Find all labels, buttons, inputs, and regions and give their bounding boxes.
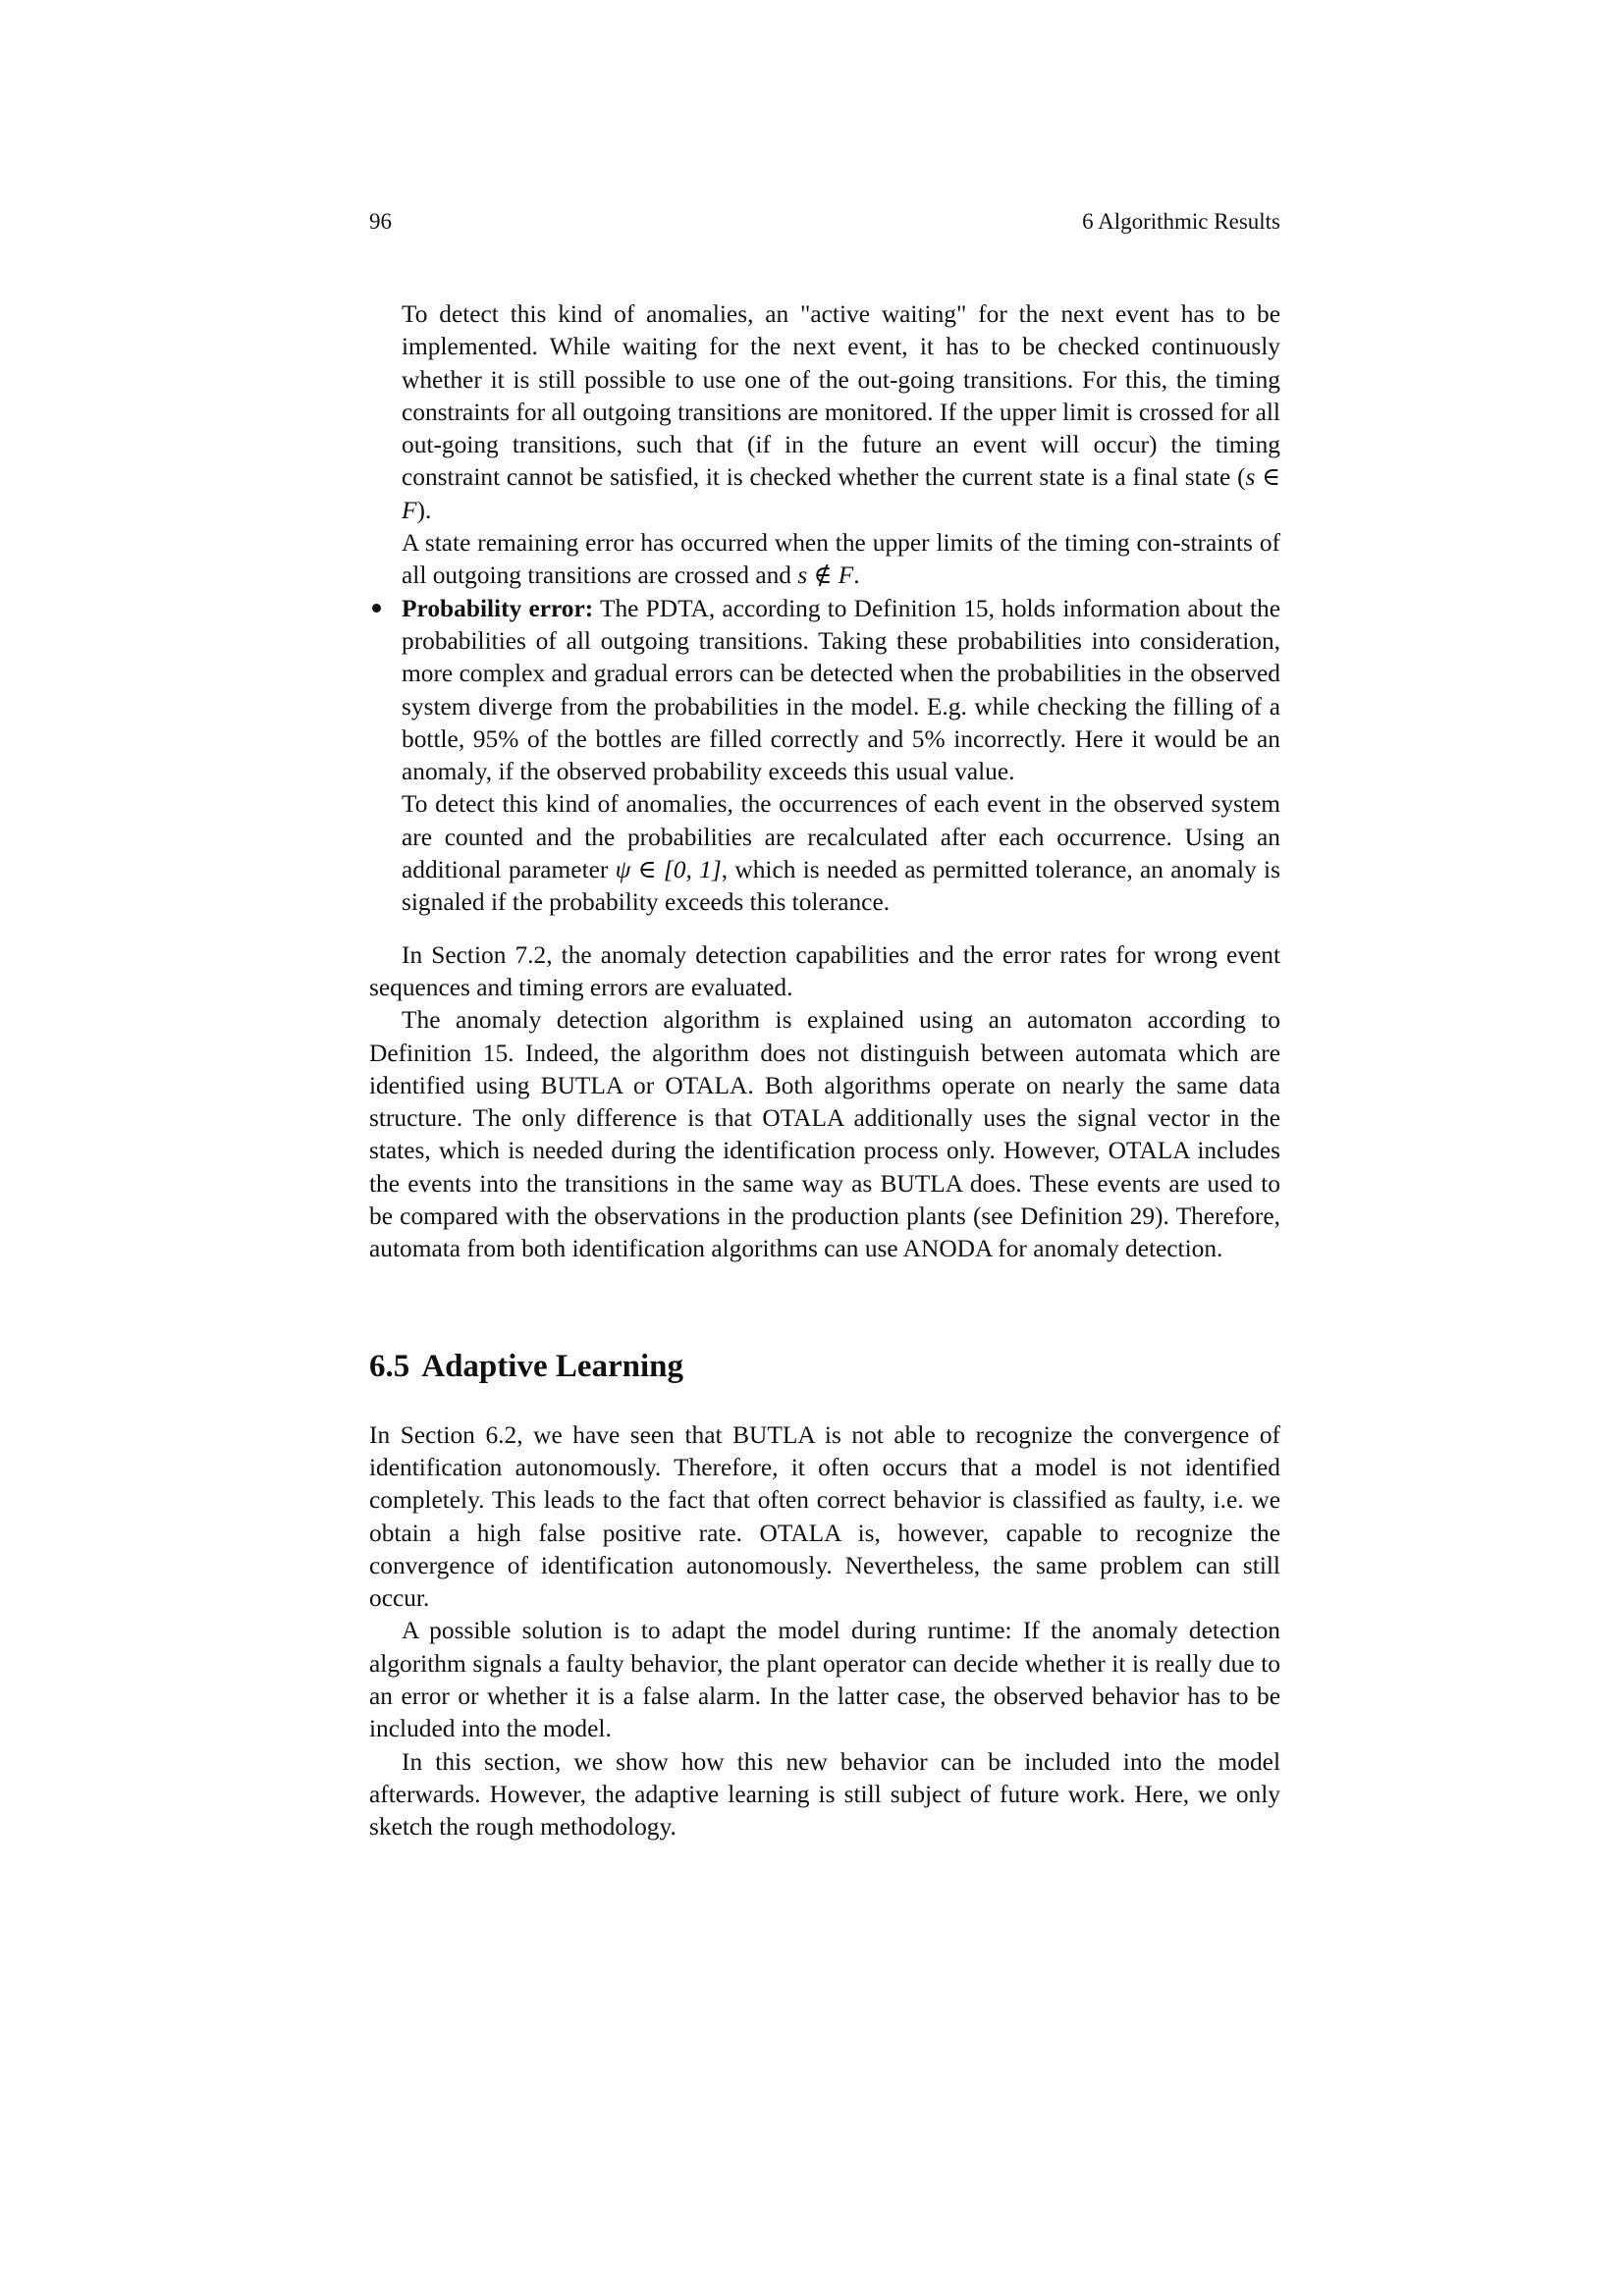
text-run: . (853, 561, 860, 590)
text-run: To detect this kind of anomalies, an "active waiting" for the next event has to be implemented. While waiting for the next event, it has to be checked continuously whether it is still possible to use one of the out-going transitions. For this, the timing constraints for all outgoing transitions are monitored. If the upper limit is crossed for all out-going transitions, such that (if in the future an event will occur) the timing constraint cannot be satisfied, it is checked whether the current state is a final state ( (402, 300, 1280, 492)
list-item-continuation (369, 298, 1280, 593)
paragraph: A possible solution is to adapt the model during runtime: If the anomaly detection algorithm signals a faulty behavior, the plant operator can decide whether it is really due to an error or whether it is a false alarm. In the latter case, the observed behavior has to be included into the model. (369, 1617, 1280, 1743)
section-title: Adaptive Learning (421, 1348, 684, 1384)
paragraph: In Section 6.2, we have seen that BUTLA is not able to recognize the convergence of identification autonomously. Therefore, it often occurs that a model is not identified completely. This leads to the fact that often correct behavior is classified as faulty, i.e. we obtain a high false positive rate. OTALA is, however, capable to recognize the convergence of identification autonomously. Nevertheless, the same problem can still occur. (369, 1420, 1280, 1613)
list-paragraph (402, 593, 1280, 789)
paragraph: In this section, we show how this new behavior can be included into the model afterwards. However, the adaptive learning is still subject of future work. Here, we only sketch the rough methodology. (369, 1747, 1280, 1842)
section-heading (369, 1347, 1280, 1386)
list-item-label: Probability error: (402, 594, 594, 622)
paragraph: In Section 7.2, the anomaly detection capabilities and the error rates for wrong event sequences and timing errors are evaluated. (369, 940, 1280, 1001)
text-run: , which is needed as permitted tolerance, an anomaly is signaled if the probability exceeds this tolerance. (402, 856, 1280, 917)
text-run: To detect this kind of anomalies, the occurrences of each event in the observed system are counted and the probabilities are recalculated after each occurrence. Using an additional parameter (402, 790, 1280, 884)
math-inline: s ∉ F (797, 561, 854, 590)
page-number: 96 (369, 209, 392, 234)
section-number: 6.5 (369, 1348, 410, 1384)
paragraph: The anomaly detection algorithm is explained using an automaton according to Definition 15. Indeed, the algorithm does not distinguish between automata which are identified using BUTLA or OTALA. Both algorithms operate on nearly the same data structure. The only difference is that OTALA additionally uses the signal vector in the states, which is needed during the identification process only. However, OTALA includes the events into the transitions in the same way as BUTLA does. These events are used to be compared with the observations in the production plants (see Definition 29). Therefore, automata from both identification algorithms can use ANODA for anomaly detection. (369, 1006, 1280, 1263)
chapter-title: 6 Algorithmic Results (1082, 209, 1280, 234)
list-paragraph (402, 298, 1280, 527)
list-paragraph (402, 527, 1280, 593)
text-run: The PDTA, according to Definition 15, holds information about the probabilities of all outgoing transitions. Taking these probabilities into consideration, more complex and gradual errors can be detected when the probabilities in the observed system diverge from the probabilities in the model. E.g. while checking the filling of a bottle, 95% of the bottles are filled correctly and 5% incorrectly. Here it would be an anomaly, if the observed probability exceeds this usual value. (402, 594, 1281, 786)
text-run: A state remaining error has occurred when the upper limits of the timing con-straints of all outgoing transitions are crossed and (402, 529, 1280, 590)
bullet-icon (369, 593, 402, 625)
math-inline: s ∈ F (402, 463, 1281, 524)
math-inline: ψ ∈ [0, 1] (615, 856, 722, 884)
text-run: ). (416, 496, 432, 524)
list-paragraph (402, 788, 1280, 919)
list-item-probability-error (369, 593, 1280, 920)
body-text (369, 298, 1280, 1843)
